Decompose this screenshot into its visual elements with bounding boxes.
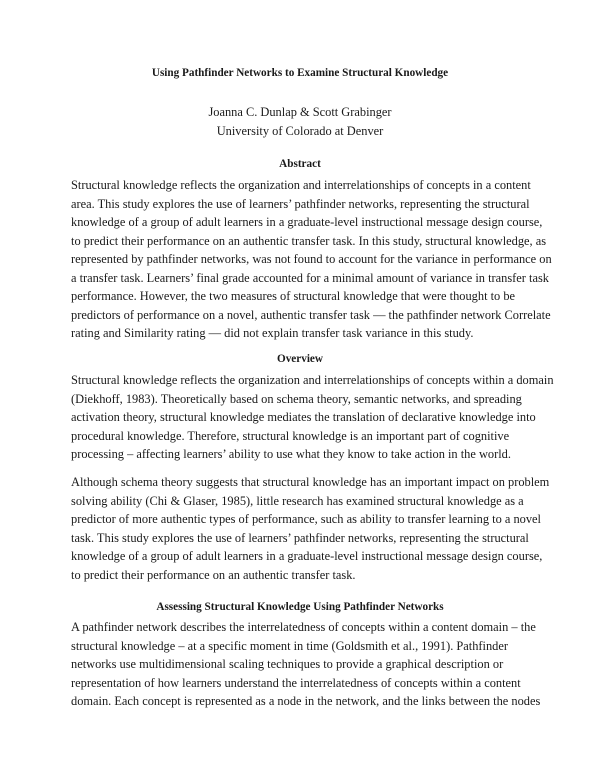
author-names: Joanna C. Dunlap & Scott Grabinger [208, 105, 392, 119]
text-line: structural knowledge – at a specific moment in time (Goldsmith et al., 1991). Pathfinder [71, 638, 509, 653]
text-line: to predict their performance on an authentic transfer task. In this study, structural knowledge, as [71, 233, 547, 248]
text-line: networks use multidimensional scaling techniques to provide a graphical description or [71, 657, 504, 671]
text-line: rating and Similarity rating — did not explain transfer task variance in this study. [71, 326, 474, 340]
text-line: processing – affecting learners’ ability to use what they know to take action in the world. [71, 447, 511, 461]
text-line: Structural knowledge reflects the organization and interrelationships of concepts within a domain [71, 373, 554, 387]
text-line: a transfer task. Learners’ final grade accounted for a minimal amount of variance in transfer task [71, 270, 549, 285]
text-line: Structural knowledge reflects the organization and interrelationships of concepts in a content [71, 178, 531, 192]
text-line: A pathfinder network describes the interrelatedness of concepts within a content domain – the [71, 620, 536, 634]
overview-paragraph-1 [71, 371, 554, 464]
text-line: representation of how learners understand the interrelatedness of concepts within a content [71, 675, 521, 690]
author-block [0, 103, 600, 140]
assessing-paragraph [71, 618, 541, 711]
text-line: knowledge of a group of adult learners in a graduate-level instructional message design course, [71, 215, 543, 229]
section-heading-abstract: Abstract [279, 158, 321, 170]
text-line: knowledge of a group of adult learners in a graduate-level instructional message design course, [71, 549, 543, 563]
text-line: performance. However, the two measures of structural knowledge that were thought to be [71, 289, 516, 303]
text-line: Although schema theory suggests that structural knowledge has an important impact on problem [71, 475, 550, 489]
text-line: predictor of more authentic types of performance, such as ability to transfer learning to a novel [71, 512, 541, 526]
paper-title: Using Pathfinder Networks to Examine Structural Knowledge [151, 67, 449, 79]
text-line: predictors of performance on a novel, authentic transfer task — the pathfinder network Correlate [71, 307, 551, 322]
text-line: activation theory, structural knowledge mediates the translation of declarative knowledge into [71, 410, 536, 424]
text-line: solving ability (Chi & Glaser, 1985), little research has examined structural knowledge as a [71, 493, 524, 508]
abstract-paragraph [71, 176, 552, 343]
text-line: task. This study explores the use of learners’ pathfinder networks, representing the structural [71, 530, 529, 545]
text-line: procedural knowledge. Therefore, structural knowledge is an important part of cognitive [71, 428, 510, 443]
text-line: area. This study explores the use of learners’ pathfinder networks, representing the structural [71, 196, 530, 211]
author-affiliation: University of Colorado at Denver [216, 123, 384, 138]
text-line: (Diekhoff, 1983). Theoretically based on schema theory, semantic networks, and spreading [71, 391, 522, 406]
text-line: domain. Each concept is represented as a node in the network, and the links between the nodes [71, 694, 541, 708]
section-heading-overview: Overview [277, 353, 323, 365]
text-line: to predict their performance on an authentic transfer task. [71, 567, 356, 582]
section-heading-assessing: Assessing Structural Knowledge Using Pathfinder Networks [156, 601, 444, 613]
overview-paragraph-2 [71, 473, 550, 584]
text-line: represented by pathfinder networks, was not found to account for the variance in performance on [71, 252, 552, 266]
